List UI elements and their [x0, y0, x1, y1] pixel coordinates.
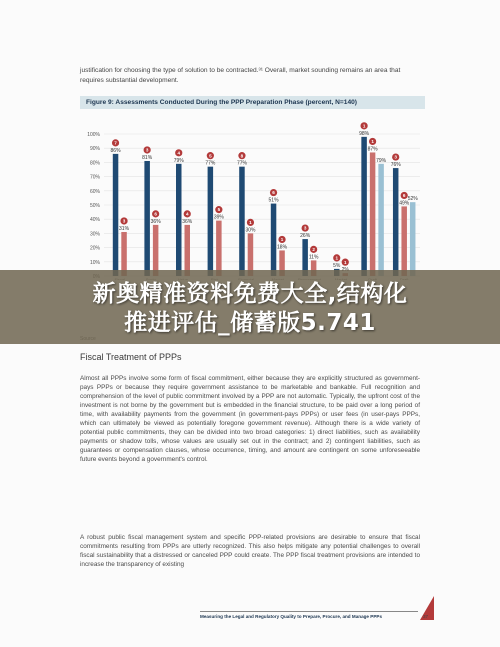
bar-value-label: 30% [245, 227, 256, 234]
bar-badge-number: 1 [371, 139, 374, 145]
footer-rule [200, 611, 418, 612]
bar-value-label: 81% [142, 154, 153, 161]
bar-value-label: 79% [173, 157, 184, 164]
bar-value-label: 26% [300, 233, 311, 240]
bar-badge-number: 8 [240, 153, 244, 159]
bar-value-label: 86% [110, 147, 121, 154]
bar-value-label: 39% [213, 214, 224, 221]
footer-title: Measuring the Legal and Regulatory Quality to Prepare, Procure, and Manage PPPs [200, 614, 383, 619]
bar-badge-number: 3 [122, 218, 126, 224]
y-tick-label: 70% [89, 174, 100, 181]
bar-badge-number: 4 [177, 150, 181, 156]
banner-line-2: 推进评估_储蓄版5.741 [124, 310, 376, 336]
chart-bar [401, 206, 407, 276]
bar-badge-number: 4 [185, 211, 189, 217]
bar-value-label: 36% [182, 218, 193, 225]
y-tick-label: 80% [89, 160, 100, 167]
y-tick-label: 50% [89, 203, 100, 209]
y-tick-label: 10% [89, 259, 100, 266]
bar-value-label: 79% [376, 157, 387, 164]
bar-value-label: 49% [399, 200, 410, 207]
bar-badge-number: 3 [145, 147, 149, 153]
bar-badge-number: 3 [394, 154, 397, 160]
chart-bar [370, 152, 376, 276]
bar-badge-number: 5 [209, 153, 212, 159]
chart-bar [216, 221, 222, 276]
figure-title: Figure 9: Assessments Conducted During the PPP Preparation Phase (percent, N=140) [80, 96, 425, 109]
chart-bar [208, 167, 214, 276]
chart-bar [153, 225, 159, 276]
bar-value-label: 52% [407, 196, 418, 203]
bar-value-label: 77% [205, 160, 216, 167]
bar-value-label: 76% [390, 162, 401, 169]
chart-bar [185, 225, 191, 276]
y-tick-label: 40% [89, 217, 100, 224]
bar-badge-number: 5 [217, 207, 221, 213]
y-tick-label: 20% [89, 245, 100, 252]
chart-bar [361, 137, 367, 276]
chart-bar [410, 202, 416, 276]
intro-paragraph: justification for choosing the type of solution to be contracted.³¹ Overall, market sounding remains an area that requires substantial development. [80, 67, 401, 84]
y-tick-label: 30% [89, 231, 100, 238]
body-paragraph-2: A robust public fiscal management system and specific PPP-related provisions are desirable to ensure that fiscal commitments resulting from PPPs are utterly recognized. This also helps mitigate any potential challenges to overall fiscal sustainability that a distressed or canceled PPP could create. The PPP fiscal treatment provisions are intended to increase the transparency of existing [80, 534, 420, 568]
y-tick-label: 60% [89, 188, 100, 195]
bar-badge-number: 6 [272, 190, 275, 196]
y-tick-label: 100% [87, 132, 100, 138]
bar-value-label: 51% [268, 197, 279, 204]
bar-value-label: 77% [236, 160, 247, 167]
bar-badge-number: 2 [312, 246, 315, 252]
page-number: 37 [423, 614, 429, 619]
chart-bar [144, 161, 150, 276]
section-title: Fiscal Treatment of PPPs [80, 352, 182, 362]
bar-badge-number: 6 [154, 211, 157, 217]
assessments-bar-chart [80, 112, 425, 280]
chart-bar [393, 168, 399, 276]
bar-value-label: 36% [150, 218, 161, 225]
bar-value-label: 11% [308, 254, 319, 261]
bar-badge-number: 7 [114, 140, 117, 146]
bar-value-label: 5% [333, 262, 341, 269]
bar-value-label: 18% [277, 244, 288, 251]
bar-badge-number: 1 [335, 255, 339, 261]
chart-bar [239, 167, 245, 276]
overlay-banner-text [0, 280, 500, 338]
bar-badge-number: 6 [402, 193, 406, 199]
body-paragraph-1: Almost all PPPs involve some form of fiscal commitment, either because they are explicitly structured as government-pays PPPs or because they require government assistance to be marketable and bankable. Full recognition and comprehension of the level of public commitment involved by a PPP are not automatic. Typically, the upfront cost of the investment is not borne by the government but is embedded in the financial structure, to be paid over a long period of time, with availability payments from the government (in government-pays PPPs) or user fees (in user-pays PPPs, which can ultimately be viewed as potentially foregone government revenue). Although there is a wide variety of potential public commitments, they can be divided into two broad categories: 1) direct liabilities, such as availability payments or shadow tolls, whose values are usually set out in the contract; and 2) contingent liabilities, such as guarantees or compensation clauses, whose occurrence, timing, and amount are contingent on some unforeseeable future events beyond a government's control. [80, 375, 420, 463]
y-tick-label: 90% [89, 146, 100, 153]
chart-bar [113, 154, 119, 276]
bar-badge-number: 1 [249, 220, 252, 225]
bar-value-label: 87% [367, 146, 378, 153]
bar-badge-number: 1 [362, 123, 366, 129]
chart-bar [176, 164, 182, 276]
bar-value-label: 98% [359, 130, 370, 137]
chart-bar [271, 204, 277, 276]
bar-badge-number: 3 [303, 225, 307, 231]
bar-badge-number: 1 [343, 259, 347, 265]
bar-badge-number: 1 [280, 237, 284, 243]
chart-bar [378, 164, 384, 276]
banner-line-1: 新奥精准资料免费大全,结构化 [92, 281, 408, 307]
bar-value-label: 31% [119, 225, 130, 232]
